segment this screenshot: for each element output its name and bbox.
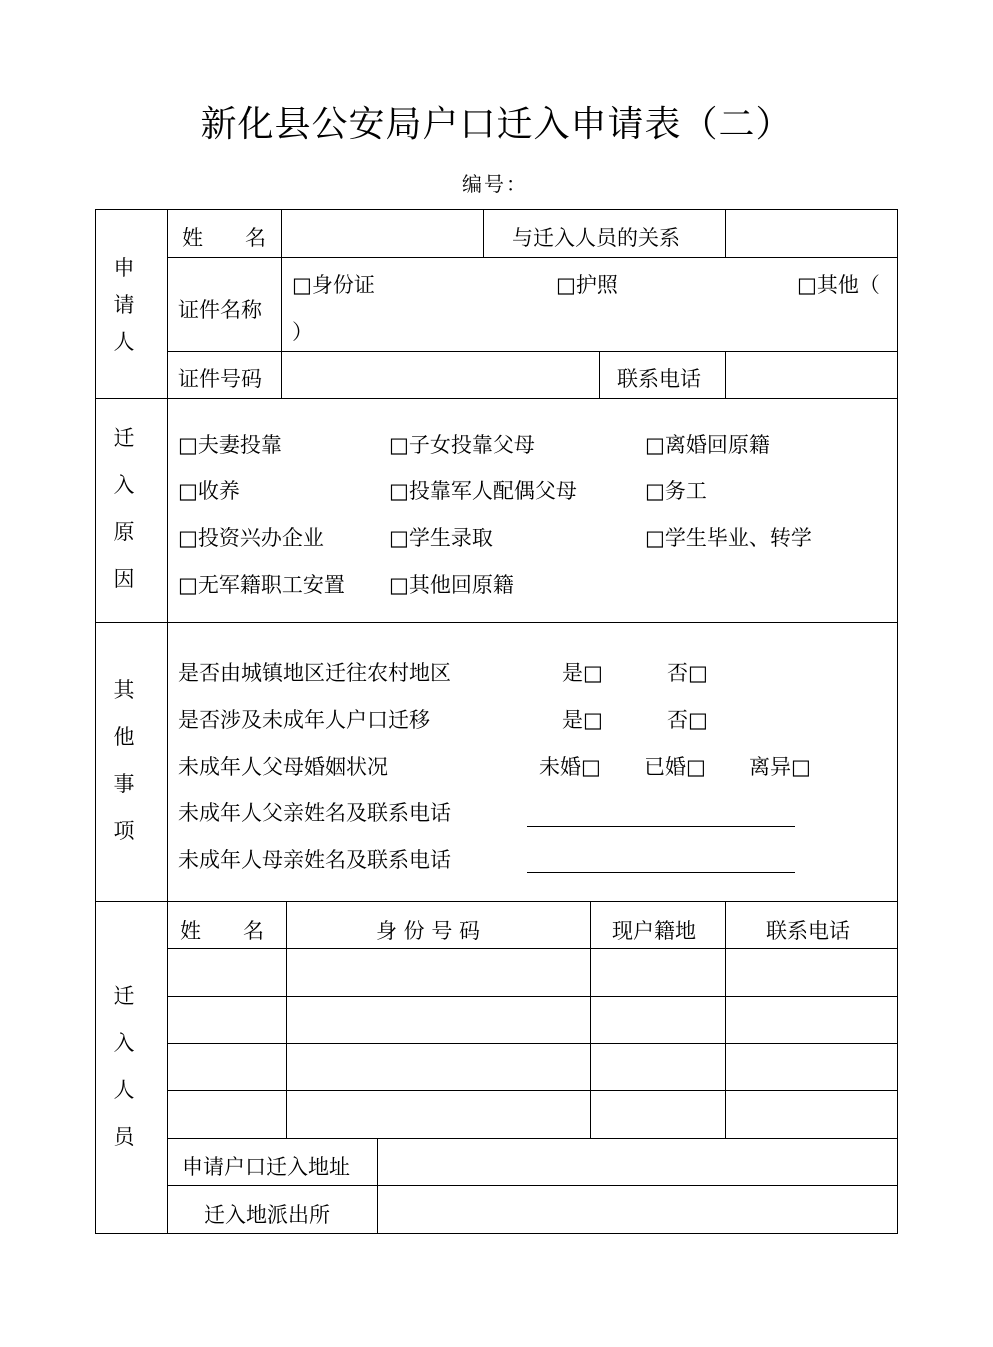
doc-number-label: 编号：	[462, 172, 528, 196]
address-label: 申请户口迁入地址	[182, 1155, 350, 1179]
reason-option[interactable]: □无军籍职工安置	[178, 573, 345, 597]
persons-header-phone: 联系电话	[766, 919, 850, 943]
table-row[interactable]	[168, 997, 897, 1043]
id-option-idcard[interactable]: □身份证	[292, 273, 375, 297]
reason-option[interactable]: □投资兴办企业	[178, 526, 324, 550]
reason-option[interactable]: □其他回原籍	[389, 573, 514, 597]
q2-label: 是否涉及未成年人户口迁移	[178, 708, 430, 732]
reason-option[interactable]: □离婚回原籍	[645, 433, 770, 457]
reason-option[interactable]: □收养	[178, 479, 240, 503]
q3-unmarried[interactable]: 未婚□	[539, 755, 601, 779]
id-type-label: 证件名称	[178, 298, 262, 322]
reason-option[interactable]: □夫妻投靠	[178, 433, 282, 457]
q5-label: 未成年人母亲姓名及联系电话	[178, 848, 451, 872]
father-info-field[interactable]	[527, 826, 795, 827]
reason-option[interactable]: □学生毕业、转学	[645, 526, 812, 550]
reason-option[interactable]: □务工	[645, 479, 707, 503]
relation-field[interactable]	[727, 211, 895, 255]
phone-label: 联系电话	[617, 367, 701, 391]
name-label: 姓 名	[182, 226, 266, 250]
reason-option[interactable]: □学生录取	[389, 526, 493, 550]
persons-header-name: 姓 名	[180, 919, 264, 943]
q3-married[interactable]: 已婚□	[644, 755, 706, 779]
q2-no[interactable]: 否□	[667, 708, 708, 732]
reason-option[interactable]: □子女投靠父母	[389, 433, 535, 457]
police-station-field[interactable]	[379, 1187, 895, 1232]
section-applicant: 申 请 人	[113, 256, 135, 354]
phone-field[interactable]	[727, 353, 895, 396]
address-field[interactable]	[379, 1140, 895, 1184]
name-field[interactable]	[283, 211, 481, 255]
persons-header-residence: 现户籍地	[612, 919, 696, 943]
id-option-passport[interactable]: □护照	[556, 273, 618, 297]
reason-option[interactable]: □投靠军人配偶父母	[389, 479, 577, 503]
table-row[interactable]	[168, 1044, 897, 1090]
q1-label: 是否由城镇地区迁往农村地区	[178, 661, 451, 685]
id-option-other[interactable]: □其他（	[797, 273, 880, 297]
q2-yes[interactable]: 是□	[562, 708, 603, 732]
relation-label: 与迁入人员的关系	[512, 226, 680, 250]
q1-yes[interactable]: 是□	[562, 661, 603, 685]
mother-info-field[interactable]	[527, 872, 795, 873]
q4-label: 未成年人父亲姓名及联系电话	[178, 801, 451, 825]
q3-label: 未成年人父母婚姻状况	[178, 755, 388, 779]
persons-header-id: 身 份 号 码	[376, 919, 481, 943]
page-title: 新化县公安局户口迁入申请表（二）	[200, 104, 793, 145]
q1-no[interactable]: 否□	[667, 661, 708, 685]
section-persons: 迁 入 人 员	[113, 984, 135, 1149]
table-row[interactable]	[168, 949, 897, 996]
police-station-label: 迁入地派出所	[204, 1203, 330, 1227]
id-number-field[interactable]	[283, 353, 597, 396]
section-reason: 迁 入 原 因	[113, 426, 135, 591]
id-option-other-close: ）	[292, 320, 313, 344]
section-other: 其 他 事 项	[113, 678, 135, 843]
table-row[interactable]	[168, 1091, 897, 1138]
id-number-label: 证件号码	[178, 367, 262, 391]
q3-divorced[interactable]: 离异□	[749, 755, 811, 779]
